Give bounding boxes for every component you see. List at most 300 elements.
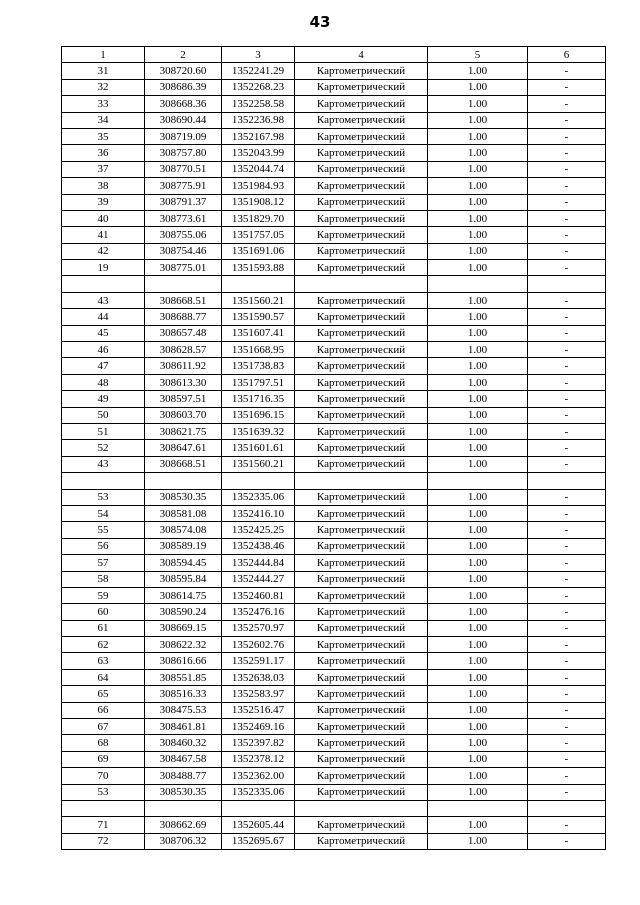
y-coordinate-cell: 1352167.98 bbox=[222, 128, 295, 144]
accuracy-cell: 1.00 bbox=[428, 440, 528, 456]
y-coordinate-cell: 1352378.12 bbox=[222, 751, 295, 767]
x-coordinate-cell: 308516.33 bbox=[145, 686, 222, 702]
y-coordinate-cell: 1352570.97 bbox=[222, 620, 295, 636]
y-coordinate-cell bbox=[222, 800, 295, 816]
table-row bbox=[62, 768, 606, 784]
table-row bbox=[62, 637, 606, 653]
description-cell: - bbox=[528, 391, 606, 407]
accuracy-cell: 1.00 bbox=[428, 194, 528, 210]
description-cell: - bbox=[528, 751, 606, 767]
point-number-cell: 49 bbox=[62, 391, 145, 407]
x-coordinate-cell: 308791.37 bbox=[145, 194, 222, 210]
accuracy-cell: 1.00 bbox=[428, 604, 528, 620]
x-coordinate-cell: 308775.91 bbox=[145, 178, 222, 194]
table-row bbox=[62, 325, 606, 341]
point-number-cell: 43 bbox=[62, 456, 145, 472]
x-coordinate-cell: 308755.06 bbox=[145, 227, 222, 243]
x-coordinate-cell: 308461.81 bbox=[145, 719, 222, 735]
description-cell: - bbox=[528, 128, 606, 144]
accuracy-cell: 1.00 bbox=[428, 719, 528, 735]
point-number-cell: 40 bbox=[62, 210, 145, 226]
table-row bbox=[62, 719, 606, 735]
point-number-cell: 54 bbox=[62, 505, 145, 521]
table-row bbox=[62, 112, 606, 128]
table-body bbox=[62, 63, 606, 850]
coordinates-table bbox=[61, 46, 606, 850]
method-cell: Картометрический bbox=[295, 440, 428, 456]
point-number-cell: 33 bbox=[62, 96, 145, 112]
description-cell: - bbox=[528, 735, 606, 751]
table-row bbox=[62, 276, 606, 292]
description-cell: - bbox=[528, 587, 606, 603]
point-number-cell: 41 bbox=[62, 227, 145, 243]
method-cell: Картометрический bbox=[295, 342, 428, 358]
description-cell bbox=[528, 800, 606, 816]
x-coordinate-cell: 308475.53 bbox=[145, 702, 222, 718]
x-coordinate-cell bbox=[145, 800, 222, 816]
method-cell: Картометрический bbox=[295, 719, 428, 735]
description-cell: - bbox=[528, 456, 606, 472]
table-row bbox=[62, 669, 606, 685]
table-row bbox=[62, 309, 606, 325]
accuracy-cell: 1.00 bbox=[428, 358, 528, 374]
method-cell: Картометрический bbox=[295, 489, 428, 505]
method-cell: Картометрический bbox=[295, 784, 428, 800]
y-coordinate-cell: 1351590.57 bbox=[222, 309, 295, 325]
table-row bbox=[62, 96, 606, 112]
accuracy-cell: 1.00 bbox=[428, 374, 528, 390]
point-number-cell: 71 bbox=[62, 817, 145, 833]
x-coordinate-cell: 308574.08 bbox=[145, 522, 222, 538]
y-coordinate-cell: 1352438.46 bbox=[222, 538, 295, 554]
point-number-cell: 47 bbox=[62, 358, 145, 374]
method-cell: Картометрический bbox=[295, 325, 428, 341]
table-row bbox=[62, 489, 606, 505]
point-number-cell: 68 bbox=[62, 735, 145, 751]
table-row bbox=[62, 555, 606, 571]
table-row bbox=[62, 833, 606, 849]
table-row bbox=[62, 538, 606, 554]
method-cell: Картометрический bbox=[295, 63, 428, 79]
method-cell: Картометрический bbox=[295, 555, 428, 571]
description-cell: - bbox=[528, 178, 606, 194]
y-coordinate-cell: 1352476.16 bbox=[222, 604, 295, 620]
x-coordinate-cell: 308590.24 bbox=[145, 604, 222, 620]
description-cell: - bbox=[528, 555, 606, 571]
accuracy-cell: 1.00 bbox=[428, 669, 528, 685]
description-cell: - bbox=[528, 538, 606, 554]
method-cell: Картометрический bbox=[295, 292, 428, 308]
point-number-cell: 55 bbox=[62, 522, 145, 538]
y-coordinate-cell: 1351639.32 bbox=[222, 423, 295, 439]
description-cell: - bbox=[528, 719, 606, 735]
method-cell bbox=[295, 800, 428, 816]
accuracy-cell: 1.00 bbox=[428, 538, 528, 554]
point-number-cell: 44 bbox=[62, 309, 145, 325]
point-number-cell: 32 bbox=[62, 79, 145, 95]
accuracy-cell: 1.00 bbox=[428, 423, 528, 439]
point-number-cell: 39 bbox=[62, 194, 145, 210]
y-coordinate-cell: 1352268.23 bbox=[222, 79, 295, 95]
x-coordinate-cell: 308669.15 bbox=[145, 620, 222, 636]
description-cell: - bbox=[528, 489, 606, 505]
y-coordinate-cell: 1351738.83 bbox=[222, 358, 295, 374]
x-coordinate-cell: 308611.92 bbox=[145, 358, 222, 374]
point-number-cell: 37 bbox=[62, 161, 145, 177]
description-cell bbox=[528, 276, 606, 292]
x-coordinate-cell: 308467.58 bbox=[145, 751, 222, 767]
table-row bbox=[62, 210, 606, 226]
table-row bbox=[62, 473, 606, 489]
point-number-cell: 72 bbox=[62, 833, 145, 849]
table-row bbox=[62, 751, 606, 767]
x-coordinate-cell: 308719.09 bbox=[145, 128, 222, 144]
x-coordinate-cell: 308773.61 bbox=[145, 210, 222, 226]
accuracy-cell bbox=[428, 473, 528, 489]
accuracy-cell: 1.00 bbox=[428, 128, 528, 144]
description-cell: - bbox=[528, 522, 606, 538]
method-cell: Картометрический bbox=[295, 423, 428, 439]
accuracy-cell: 1.00 bbox=[428, 587, 528, 603]
y-coordinate-cell: 1352425.25 bbox=[222, 522, 295, 538]
point-number-cell: 62 bbox=[62, 637, 145, 653]
table-row bbox=[62, 423, 606, 439]
accuracy-cell: 1.00 bbox=[428, 63, 528, 79]
point-number-cell: 64 bbox=[62, 669, 145, 685]
method-cell: Картометрический bbox=[295, 161, 428, 177]
accuracy-cell: 1.00 bbox=[428, 522, 528, 538]
method-cell: Картометрический bbox=[295, 374, 428, 390]
y-coordinate-cell: 1352605.44 bbox=[222, 817, 295, 833]
header-cell: 6 bbox=[528, 47, 606, 63]
point-number-cell: 70 bbox=[62, 768, 145, 784]
table-row bbox=[62, 407, 606, 423]
point-number-cell: 60 bbox=[62, 604, 145, 620]
accuracy-cell: 1.00 bbox=[428, 407, 528, 423]
method-cell: Картометрический bbox=[295, 112, 428, 128]
y-coordinate-cell: 1351560.21 bbox=[222, 292, 295, 308]
description-cell: - bbox=[528, 243, 606, 259]
y-coordinate-cell: 1351593.88 bbox=[222, 260, 295, 276]
table-row bbox=[62, 456, 606, 472]
description-cell: - bbox=[528, 227, 606, 243]
y-coordinate-cell: 1352583.97 bbox=[222, 686, 295, 702]
description-cell: - bbox=[528, 653, 606, 669]
accuracy-cell: 1.00 bbox=[428, 456, 528, 472]
point-number-cell: 58 bbox=[62, 571, 145, 587]
x-coordinate-cell: 308581.08 bbox=[145, 505, 222, 521]
y-coordinate-cell: 1351696.15 bbox=[222, 407, 295, 423]
y-coordinate-cell bbox=[222, 473, 295, 489]
y-coordinate-cell: 1351601.61 bbox=[222, 440, 295, 456]
table-row bbox=[62, 260, 606, 276]
description-cell: - bbox=[528, 210, 606, 226]
accuracy-cell: 1.00 bbox=[428, 505, 528, 521]
y-coordinate-cell: 1351984.93 bbox=[222, 178, 295, 194]
description-cell: - bbox=[528, 571, 606, 587]
method-cell: Картометрический bbox=[295, 620, 428, 636]
description-cell: - bbox=[528, 505, 606, 521]
x-coordinate-cell bbox=[145, 276, 222, 292]
point-number-cell: 65 bbox=[62, 686, 145, 702]
description-cell: - bbox=[528, 292, 606, 308]
table-row bbox=[62, 358, 606, 374]
description-cell: - bbox=[528, 374, 606, 390]
y-coordinate-cell: 1351797.51 bbox=[222, 374, 295, 390]
y-coordinate-cell: 1352362.00 bbox=[222, 768, 295, 784]
description-cell: - bbox=[528, 440, 606, 456]
table-row bbox=[62, 79, 606, 95]
x-coordinate-cell: 308594.45 bbox=[145, 555, 222, 571]
point-number-cell bbox=[62, 800, 145, 816]
y-coordinate-cell: 1351908.12 bbox=[222, 194, 295, 210]
table-row bbox=[62, 440, 606, 456]
method-cell: Картометрический bbox=[295, 178, 428, 194]
header-cell: 2 bbox=[145, 47, 222, 63]
method-cell: Картометрический bbox=[295, 817, 428, 833]
point-number-cell: 67 bbox=[62, 719, 145, 735]
method-cell: Картометрический bbox=[295, 309, 428, 325]
method-cell bbox=[295, 276, 428, 292]
table-row bbox=[62, 735, 606, 751]
table-row bbox=[62, 292, 606, 308]
accuracy-cell: 1.00 bbox=[428, 112, 528, 128]
header-cell: 5 bbox=[428, 47, 528, 63]
description-cell: - bbox=[528, 194, 606, 210]
x-coordinate-cell: 308754.46 bbox=[145, 243, 222, 259]
table-row bbox=[62, 243, 606, 259]
accuracy-cell: 1.00 bbox=[428, 571, 528, 587]
description-cell: - bbox=[528, 325, 606, 341]
accuracy-cell: 1.00 bbox=[428, 227, 528, 243]
x-coordinate-cell: 308621.75 bbox=[145, 423, 222, 439]
description-cell: - bbox=[528, 407, 606, 423]
x-coordinate-cell bbox=[145, 473, 222, 489]
point-number-cell: 51 bbox=[62, 423, 145, 439]
page-number: 43 bbox=[309, 13, 331, 31]
point-number-cell: 66 bbox=[62, 702, 145, 718]
table-row bbox=[62, 686, 606, 702]
x-coordinate-cell: 308530.35 bbox=[145, 489, 222, 505]
x-coordinate-cell: 308613.30 bbox=[145, 374, 222, 390]
x-coordinate-cell: 308775.01 bbox=[145, 260, 222, 276]
accuracy-cell: 1.00 bbox=[428, 292, 528, 308]
y-coordinate-cell: 1352416.10 bbox=[222, 505, 295, 521]
y-coordinate-cell: 1352444.27 bbox=[222, 571, 295, 587]
table-header-row bbox=[62, 47, 606, 63]
accuracy-cell: 1.00 bbox=[428, 735, 528, 751]
point-number-cell: 46 bbox=[62, 342, 145, 358]
accuracy-cell bbox=[428, 800, 528, 816]
table-row bbox=[62, 522, 606, 538]
table-row bbox=[62, 145, 606, 161]
method-cell: Картометрический bbox=[295, 243, 428, 259]
accuracy-cell: 1.00 bbox=[428, 751, 528, 767]
table-row bbox=[62, 653, 606, 669]
table-row bbox=[62, 505, 606, 521]
y-coordinate-cell: 1351716.35 bbox=[222, 391, 295, 407]
method-cell: Картометрический bbox=[295, 751, 428, 767]
accuracy-cell: 1.00 bbox=[428, 768, 528, 784]
method-cell: Картометрический bbox=[295, 194, 428, 210]
table-row bbox=[62, 63, 606, 79]
accuracy-cell: 1.00 bbox=[428, 342, 528, 358]
point-number-cell: 69 bbox=[62, 751, 145, 767]
description-cell: - bbox=[528, 309, 606, 325]
method-cell: Картометрический bbox=[295, 538, 428, 554]
accuracy-cell: 1.00 bbox=[428, 833, 528, 849]
x-coordinate-cell: 308622.32 bbox=[145, 637, 222, 653]
table-row bbox=[62, 800, 606, 816]
table-row bbox=[62, 604, 606, 620]
description-cell: - bbox=[528, 702, 606, 718]
y-coordinate-cell: 1351829.70 bbox=[222, 210, 295, 226]
method-cell: Картометрический bbox=[295, 391, 428, 407]
table-row bbox=[62, 784, 606, 800]
method-cell: Картометрический bbox=[295, 702, 428, 718]
point-number-cell: 53 bbox=[62, 784, 145, 800]
y-coordinate-cell: 1351691.06 bbox=[222, 243, 295, 259]
point-number-cell: 61 bbox=[62, 620, 145, 636]
x-coordinate-cell: 308770.51 bbox=[145, 161, 222, 177]
y-coordinate-cell: 1352602.76 bbox=[222, 637, 295, 653]
table-row bbox=[62, 587, 606, 603]
method-cell: Картометрический bbox=[295, 686, 428, 702]
point-number-cell: 43 bbox=[62, 292, 145, 308]
description-cell: - bbox=[528, 145, 606, 161]
method-cell: Картометрический bbox=[295, 505, 428, 521]
description-cell: - bbox=[528, 817, 606, 833]
accuracy-cell: 1.00 bbox=[428, 79, 528, 95]
x-coordinate-cell: 308589.19 bbox=[145, 538, 222, 554]
method-cell: Картометрический bbox=[295, 358, 428, 374]
y-coordinate-cell: 1351757.05 bbox=[222, 227, 295, 243]
accuracy-cell: 1.00 bbox=[428, 555, 528, 571]
x-coordinate-cell: 308757.80 bbox=[145, 145, 222, 161]
point-number-cell: 38 bbox=[62, 178, 145, 194]
point-number-cell: 57 bbox=[62, 555, 145, 571]
method-cell: Картометрический bbox=[295, 637, 428, 653]
point-number-cell: 50 bbox=[62, 407, 145, 423]
y-coordinate-cell: 1351560.21 bbox=[222, 456, 295, 472]
description-cell: - bbox=[528, 358, 606, 374]
method-cell: Картометрический bbox=[295, 456, 428, 472]
point-number-cell bbox=[62, 276, 145, 292]
y-coordinate-cell bbox=[222, 276, 295, 292]
table-row bbox=[62, 374, 606, 390]
y-coordinate-cell: 1351607.41 bbox=[222, 325, 295, 341]
accuracy-cell: 1.00 bbox=[428, 784, 528, 800]
x-coordinate-cell: 308530.35 bbox=[145, 784, 222, 800]
table-row bbox=[62, 391, 606, 407]
method-cell bbox=[295, 473, 428, 489]
method-cell: Картометрический bbox=[295, 604, 428, 620]
description-cell: - bbox=[528, 342, 606, 358]
table-row bbox=[62, 702, 606, 718]
description-cell: - bbox=[528, 96, 606, 112]
header-cell: 4 bbox=[295, 47, 428, 63]
method-cell: Картометрический bbox=[295, 571, 428, 587]
table-row bbox=[62, 161, 606, 177]
table-row bbox=[62, 571, 606, 587]
description-cell: - bbox=[528, 686, 606, 702]
table-row bbox=[62, 817, 606, 833]
accuracy-cell: 1.00 bbox=[428, 161, 528, 177]
x-coordinate-cell: 308720.60 bbox=[145, 63, 222, 79]
method-cell: Картометрический bbox=[295, 407, 428, 423]
accuracy-cell: 1.00 bbox=[428, 391, 528, 407]
x-coordinate-cell: 308647.61 bbox=[145, 440, 222, 456]
accuracy-cell: 1.00 bbox=[428, 243, 528, 259]
y-coordinate-cell: 1351668.95 bbox=[222, 342, 295, 358]
accuracy-cell: 1.00 bbox=[428, 260, 528, 276]
point-number-cell: 52 bbox=[62, 440, 145, 456]
accuracy-cell: 1.00 bbox=[428, 96, 528, 112]
point-number-cell: 42 bbox=[62, 243, 145, 259]
accuracy-cell: 1.00 bbox=[428, 653, 528, 669]
point-number-cell: 19 bbox=[62, 260, 145, 276]
description-cell: - bbox=[528, 423, 606, 439]
point-number-cell: 36 bbox=[62, 145, 145, 161]
method-cell: Картометрический bbox=[295, 260, 428, 276]
header-cell: 3 bbox=[222, 47, 295, 63]
point-number-cell: 35 bbox=[62, 128, 145, 144]
x-coordinate-cell: 308668.51 bbox=[145, 292, 222, 308]
y-coordinate-cell: 1352241.29 bbox=[222, 63, 295, 79]
description-cell: - bbox=[528, 112, 606, 128]
description-cell: - bbox=[528, 260, 606, 276]
accuracy-cell: 1.00 bbox=[428, 620, 528, 636]
y-coordinate-cell: 1352236.98 bbox=[222, 112, 295, 128]
point-number-cell: 34 bbox=[62, 112, 145, 128]
y-coordinate-cell: 1352638.03 bbox=[222, 669, 295, 685]
description-cell: - bbox=[528, 637, 606, 653]
accuracy-cell bbox=[428, 276, 528, 292]
x-coordinate-cell: 308628.57 bbox=[145, 342, 222, 358]
table-row bbox=[62, 178, 606, 194]
method-cell: Картометрический bbox=[295, 96, 428, 112]
point-number-cell: 48 bbox=[62, 374, 145, 390]
accuracy-cell: 1.00 bbox=[428, 210, 528, 226]
y-coordinate-cell: 1352444.84 bbox=[222, 555, 295, 571]
y-coordinate-cell: 1352591.17 bbox=[222, 653, 295, 669]
table-row bbox=[62, 128, 606, 144]
accuracy-cell: 1.00 bbox=[428, 309, 528, 325]
x-coordinate-cell: 308460.32 bbox=[145, 735, 222, 751]
y-coordinate-cell: 1352043.99 bbox=[222, 145, 295, 161]
point-number-cell: 31 bbox=[62, 63, 145, 79]
description-cell: - bbox=[528, 620, 606, 636]
accuracy-cell: 1.00 bbox=[428, 489, 528, 505]
table-row bbox=[62, 342, 606, 358]
y-coordinate-cell: 1352516.47 bbox=[222, 702, 295, 718]
description-cell bbox=[528, 473, 606, 489]
description-cell: - bbox=[528, 161, 606, 177]
point-number-cell: 56 bbox=[62, 538, 145, 554]
point-number-cell bbox=[62, 473, 145, 489]
method-cell: Картометрический bbox=[295, 669, 428, 685]
method-cell: Картометрический bbox=[295, 833, 428, 849]
x-coordinate-cell: 308488.77 bbox=[145, 768, 222, 784]
accuracy-cell: 1.00 bbox=[428, 325, 528, 341]
accuracy-cell: 1.00 bbox=[428, 145, 528, 161]
method-cell: Картометрический bbox=[295, 768, 428, 784]
x-coordinate-cell: 308614.75 bbox=[145, 587, 222, 603]
y-coordinate-cell: 1352335.06 bbox=[222, 784, 295, 800]
x-coordinate-cell: 308595.84 bbox=[145, 571, 222, 587]
x-coordinate-cell: 308668.51 bbox=[145, 456, 222, 472]
description-cell: - bbox=[528, 669, 606, 685]
